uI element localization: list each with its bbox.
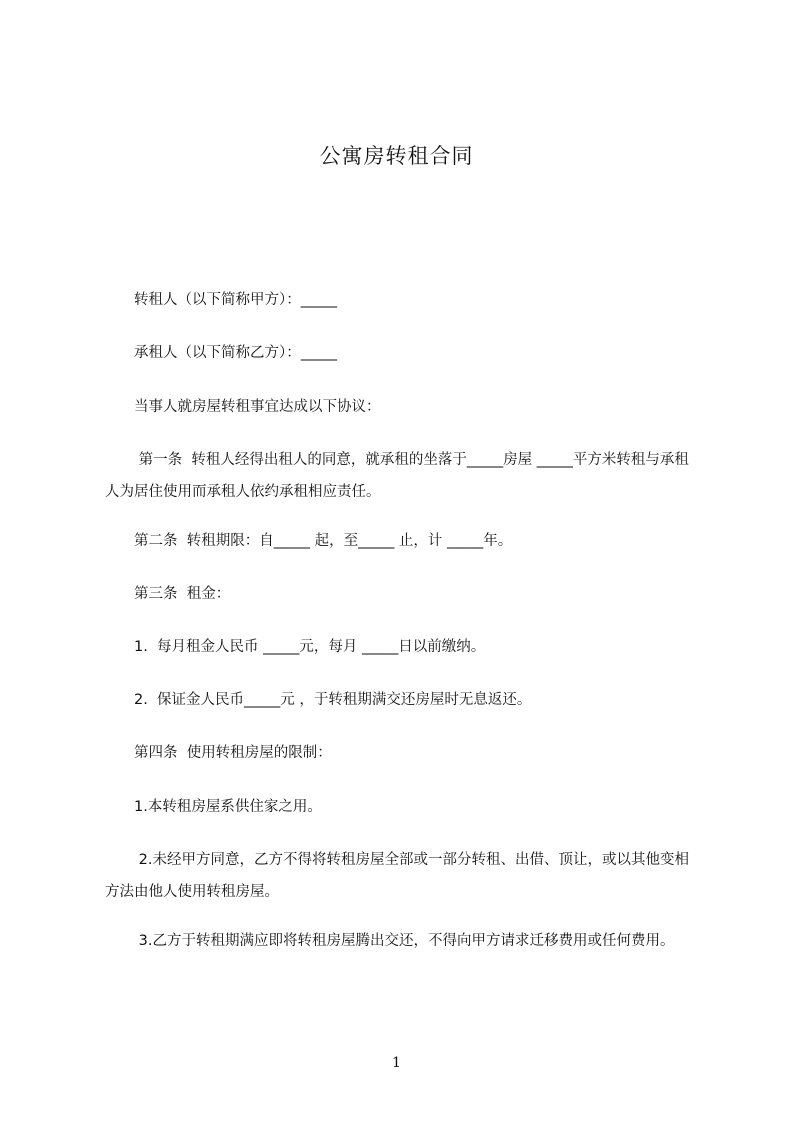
paragraph-deposit: 2. 保证金人民币_____元 ，于转租期满交还房屋时无息返还。 [105, 692, 532, 708]
paragraph-agreement-intro: 当事人就房屋转租事宜达成以下协议： [105, 399, 381, 415]
paragraph-sublessee: 承租人（以下简称乙方）：_____ [105, 345, 337, 361]
paragraph-restriction-2: 2.未经甲方同意，乙方不得将转租房屋全部或一部分转租、出借、顶让，或以其他变相方法由他人使用转租房屋。 [105, 852, 689, 900]
page-number: 1 [392, 1055, 401, 1071]
paragraph-article-4: 第四条 使用转租房屋的限制： [105, 745, 332, 761]
paragraph-restriction-1: 1.本转租房屋系供住家之用。 [105, 799, 322, 815]
paragraph-restriction-3: 3.乙方于转租期满应即将转租房屋腾出交还，不得向甲方请求迁移费用或任何费用。 [105, 933, 675, 949]
document-title: 公寓房转租合同 [319, 144, 474, 168]
paragraph-article-3: 第三条 租金： [105, 586, 231, 602]
paragraph-rent-monthly: 1. 每月租金人民币 _____元，每月 _____日以前缴纳。 [105, 639, 486, 655]
paragraph-article-1: 第一条 转租人经得出租人的同意，就承租的坐落于_____房屋 _____平方米转租与承租人为居住使用而承租人依约承租相应责任。 [105, 452, 689, 500]
paragraph-article-2: 第二条 转租期限：自_____ 起，至_____ 止，计 _____年。 [105, 533, 513, 549]
paragraph-sublessor: 转租人（以下简称甲方）：_____ [105, 292, 337, 308]
